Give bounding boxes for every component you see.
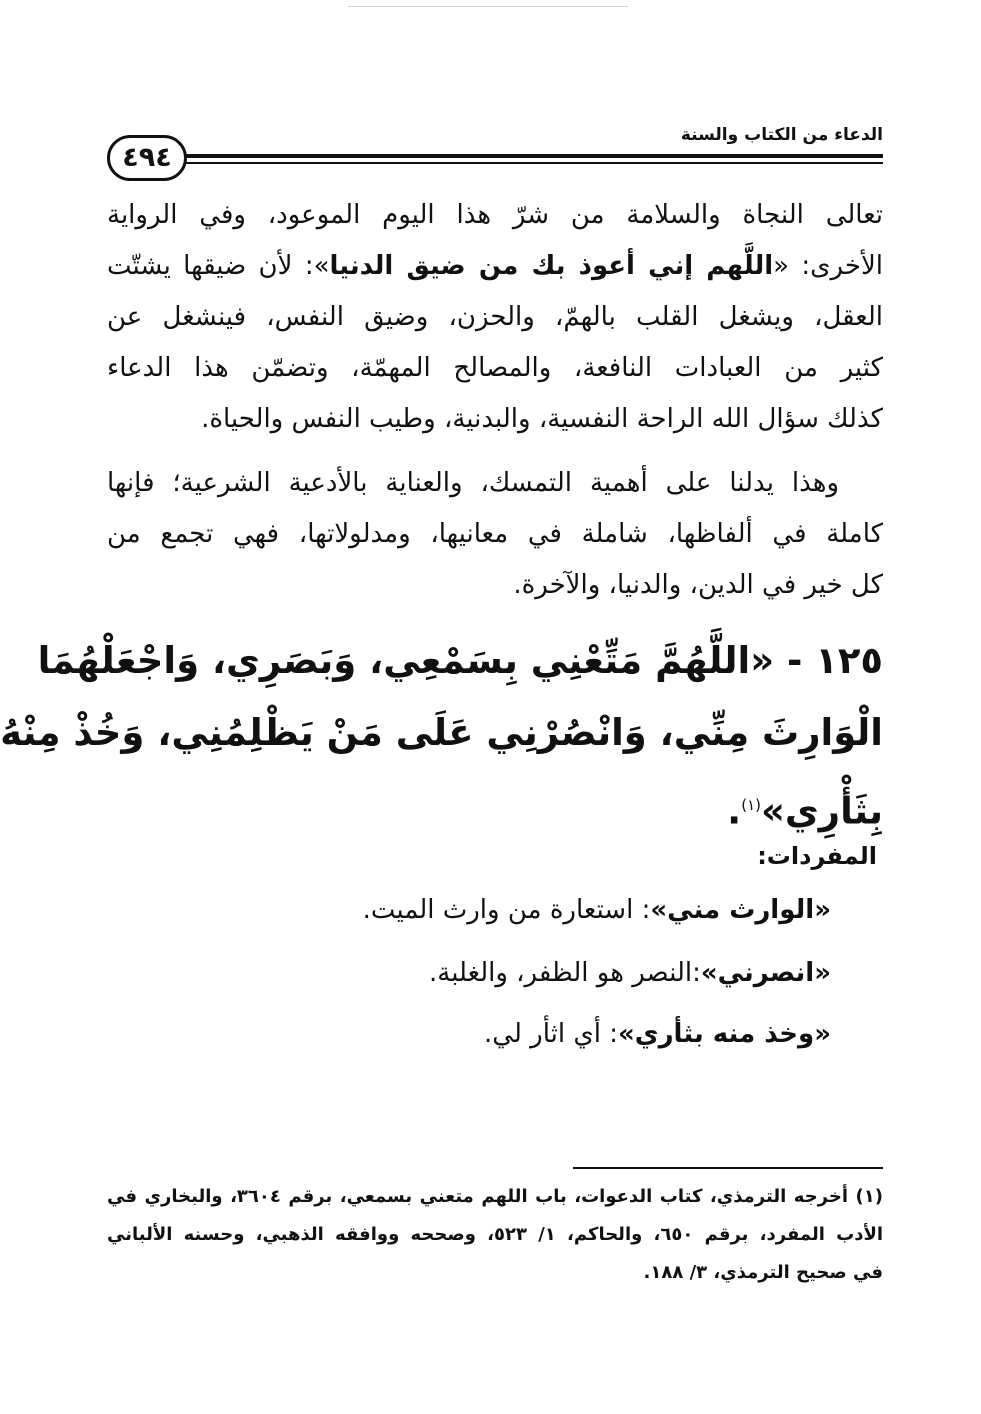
hadith-line	[37, 625, 883, 697]
footnote-line: الأدب المفرد، برقم ٦٥٠، والحاكم، ١/ ٥٢٣، وصححه ووافقه الذهبي، وحسنه الألباني	[107, 1224, 884, 1245]
vocabulary-term: «الوارث مني»	[650, 895, 831, 925]
text-line: تعالى النجاة والسلامة من شرّ هذا اليوم الموعود، وفي الرواية	[107, 200, 883, 230]
vocabulary-item	[484, 1019, 831, 1049]
header-rule-thick	[183, 154, 883, 158]
quoted-supplication: اللَّهم إني أعوذ بك من ضيق الدنيا	[329, 251, 774, 281]
text-line: كثير من العبادات النافعة، والمصالح المهمّة، وتضمّن هذا الدعاء	[107, 353, 883, 383]
end-mark: .	[727, 789, 742, 833]
footnote-line: (١) أخرجه الترمذي، كتاب الدعوات، باب اللهم متعني بسمعي، برقم ٣٦٠٤، والبخاري في	[107, 1186, 883, 1207]
running-title: الدعاء من الكتاب والسنة	[680, 125, 883, 145]
vocabulary-definition: : أي اثأر لي.	[484, 1019, 618, 1049]
text-line: وهذا يدلنا على أهمية التمسك، والعناية بالأدعية الشرعية؛ فإنها	[107, 468, 839, 498]
vocabulary-item	[429, 958, 831, 988]
scan-edge-line	[348, 6, 628, 7]
hadith-number: ١٢٥ -	[787, 639, 883, 682]
footnote-ref: (١)	[741, 796, 761, 814]
vocabulary-definition: : استعارة من وارث الميت.	[362, 895, 651, 925]
page-number-badge: ٤٩٤	[107, 135, 187, 181]
vocabulary-term: «وخذ منه بثأري»	[617, 1019, 831, 1049]
page-header	[107, 125, 883, 195]
hadith-text: «اللَّهُمَّ مَتِّعْنِي بِسَمْعِي، وَبَصَرِي، وَاجْعَلْهُمَا	[37, 639, 775, 682]
text-line: كل خير في الدين، والدنيا، والآخرة.	[513, 570, 883, 600]
vocabulary-definition: :النصر هو الظفر، والغلبة.	[429, 958, 701, 988]
text-line: كذلك سؤال الله الراحة النفسية، والبدنية، وطيب النفس والحياة.	[201, 404, 883, 434]
header-rule-thin	[183, 162, 883, 164]
hadith-line	[107, 769, 883, 847]
footnote-line: في صحيح الترمذي، ٣/ ١٨٨.	[643, 1262, 883, 1283]
text-line	[107, 241, 883, 292]
vocabulary-item	[363, 895, 831, 925]
paragraph-1	[107, 190, 883, 445]
hadith-text: بِثَأْرِي»	[760, 789, 883, 833]
text-segment: »: لأن ضيقها يشتّت	[107, 251, 330, 281]
hadith-125	[0, 625, 883, 847]
footnote-separator	[573, 1167, 883, 1169]
vocabulary-heading: المفردات:	[757, 842, 877, 870]
text-line: كاملة في ألفاظها، شاملة في معانيها، ومدلولاتها، فهي تجمع من	[107, 519, 883, 549]
vocabulary-term: «انصرني»	[700, 958, 831, 988]
text-segment: الأخرى: «	[773, 251, 883, 281]
footnote	[107, 1178, 883, 1292]
text-line: العقل، ويشغل القلب بالهمّ، والحزن، وضيق النفس، فينشغل عن	[107, 302, 883, 332]
paragraph-2	[107, 458, 883, 611]
hadith-line: الْوَارِثَ مِنِّي، وَانْصُرْنِي عَلَى مَنْ يَظْلِمُنِي، وَخُذْ مِنْهُ	[0, 711, 883, 754]
